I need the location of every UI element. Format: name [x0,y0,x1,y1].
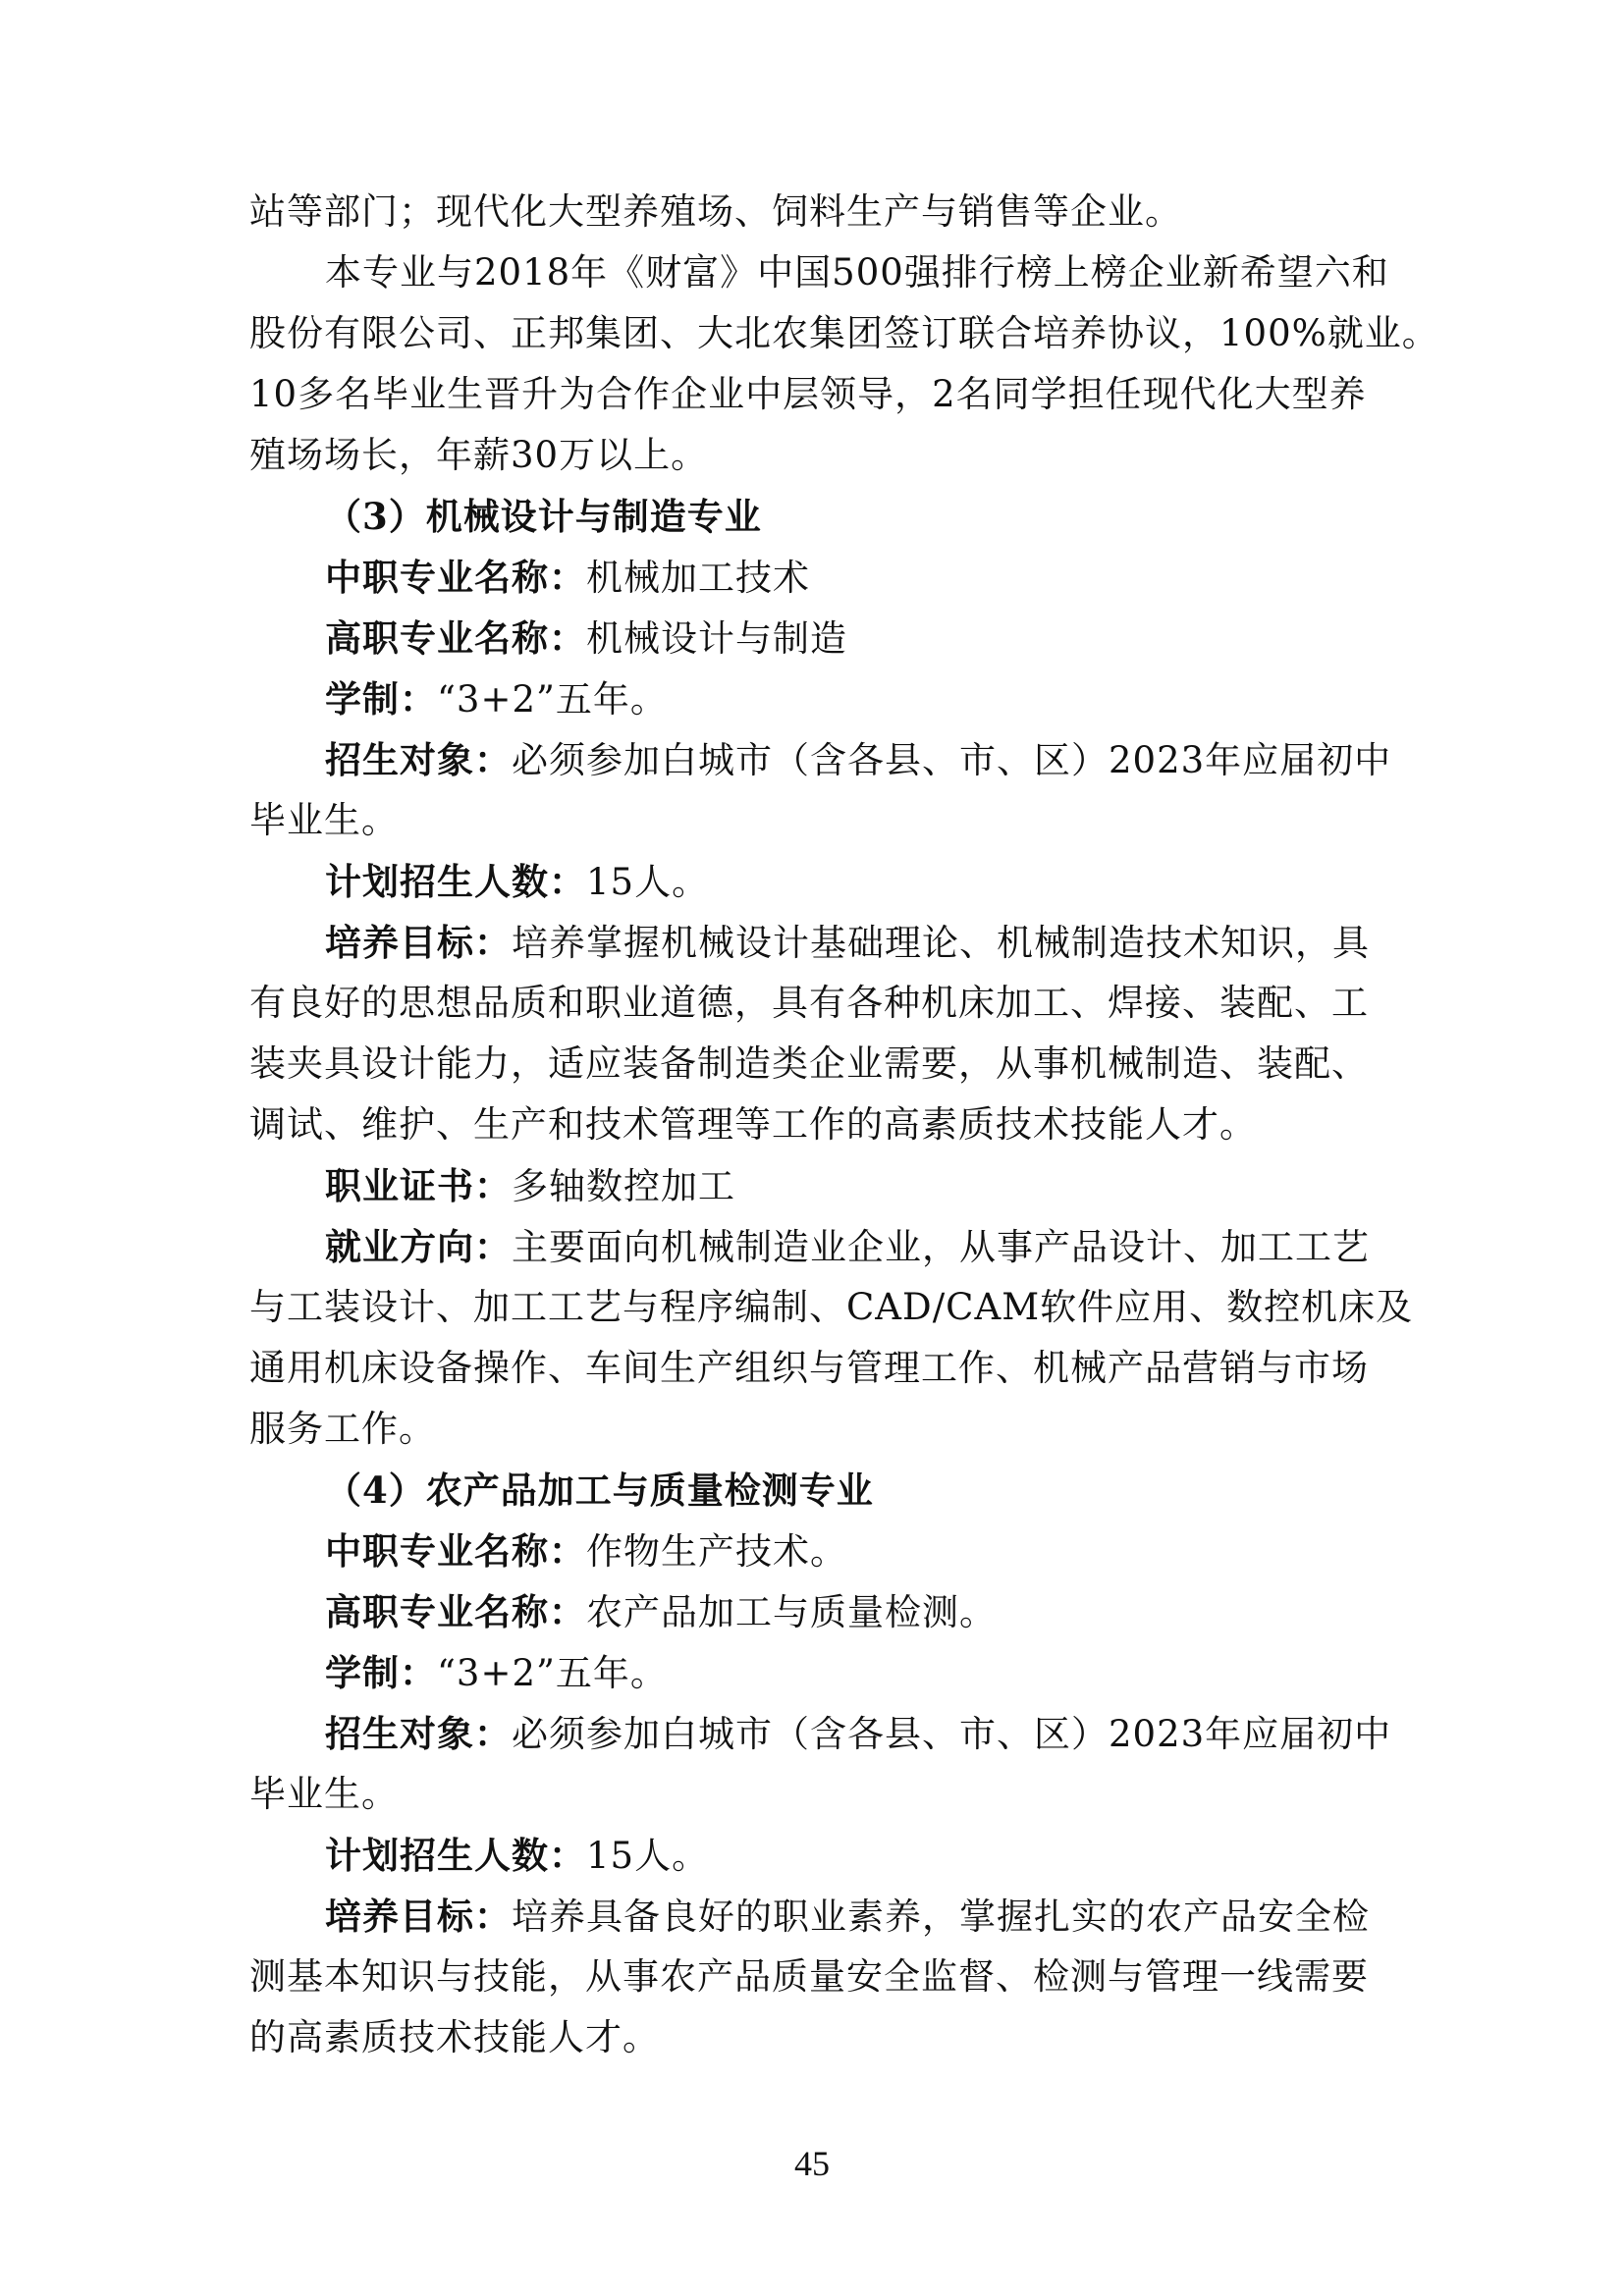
field-goal [249,923,1388,984]
paragraph-line: 调试、维护、生产和技术管理等工作的高素质技术技能人才。 [249,1103,1257,1146]
field-value: 15人。 [586,861,710,903]
field-goal [249,1896,1388,1957]
field-value: 主要面向机械制造业企业，从事产品设计、加工工艺 [512,1226,1370,1268]
page-number: 45 [794,2144,830,2183]
field-value: 作物生产技术。 [586,1530,847,1573]
field-target [249,738,1392,801]
field-label: 计划招生人数： [325,1834,586,1877]
paragraph-line: 本专业与2018年《财富》中国500强排行榜上榜企业新希望六和 [325,251,1389,294]
field-value: “3+2”五年。 [437,1652,668,1694]
field-value: 农产品加工与质量检测。 [586,1591,997,1633]
paragraph-line: 通用机床设备操作、车间生产组织与管理工作、机械产品营销与市场 [249,1347,1369,1389]
field-label: 学制： [325,677,437,721]
field-plan [249,1836,1388,1896]
paragraph-line: 服务工作。 [249,1408,436,1450]
field-value: “3+2”五年。 [437,678,668,721]
field-label: 学制： [325,1651,437,1694]
page-body [249,190,1439,2079]
field-mid-name [249,558,1388,618]
field-label: 高职专业名称： [325,616,586,660]
field-cert [249,1166,1388,1227]
field-value: 机械加工技术 [586,557,810,599]
field-value: 培养具备良好的职业素养，掌握扎实的农产品安全检 [512,1896,1370,1938]
paragraph-line: 毕业生。 [249,799,399,841]
field-high-name [249,1592,1388,1653]
field-target [249,1712,1392,1775]
field-label: 就业方向： [325,1225,512,1268]
field-value: 培养掌握机械设计基础理论、机械制造技术知识，具 [512,922,1370,964]
paragraph-line: 10多名毕业生晋升为合作企业中层领导，2名同学担任现代化大型养 [249,373,1367,415]
field-label: 计划招生人数： [325,860,586,903]
paragraph-line: 有良好的思想品质和职业道德，具有各种机床加工、焊接、装配、工 [249,982,1369,1024]
field-value: 必须参加白城市（含各县、市、区）2023年应届初中 [512,1713,1392,1755]
field-label: 职业证书： [325,1164,512,1207]
field-label: 高职专业名称： [325,1590,586,1633]
field-system [249,679,1388,740]
field-value: 机械设计与制造 [586,617,847,660]
field-label: 中职专业名称： [325,556,586,599]
paragraph-line: 测基本知识与技能，从事农产品质量安全监督、检测与管理一线需要 [249,1955,1369,1998]
field-value: 必须参加白城市（含各县、市、区）2023年应届初中 [512,739,1392,781]
section-heading: （4）农产品加工与质量检测专业 [325,1468,874,1512]
field-label: 招生对象： [325,738,512,781]
paragraph-line: 殖场场长，年薪30万以上。 [249,434,709,476]
paragraph-line: 的高素质技术技能人才。 [249,2016,660,2058]
field-value: 15人。 [586,1835,710,1877]
field-label: 招生对象： [325,1712,512,1755]
field-label: 中职专业名称： [325,1529,586,1573]
paragraph-line: 股份有限公司、正邦集团、大北农集团签订联合培养协议，100%就业。 [249,312,1439,354]
paragraph-line: 站等部门；现代化大型养殖场、饲料生产与销售等企业。 [249,190,1182,233]
section-heading: （3）机械设计与制造专业 [325,495,762,538]
field-system [249,1653,1388,1714]
field-label: 培养目标： [325,921,512,964]
paragraph-line: 装夹具设计能力，适应装备制造类企业需要，从事机械制造、装配、 [249,1042,1369,1085]
paragraph-line: 毕业生。 [249,1773,399,1815]
field-mid-name [249,1531,1388,1592]
field-plan [249,862,1388,923]
field-career [249,1227,1388,1288]
paragraph-line: 与工装设计、加工工艺与程序编制、CAD/CAM软件应用、数控机床及 [249,1286,1414,1328]
field-value: 多轴数控加工 [512,1165,735,1207]
field-label: 培养目标： [325,1895,512,1938]
field-high-name [249,618,1388,679]
